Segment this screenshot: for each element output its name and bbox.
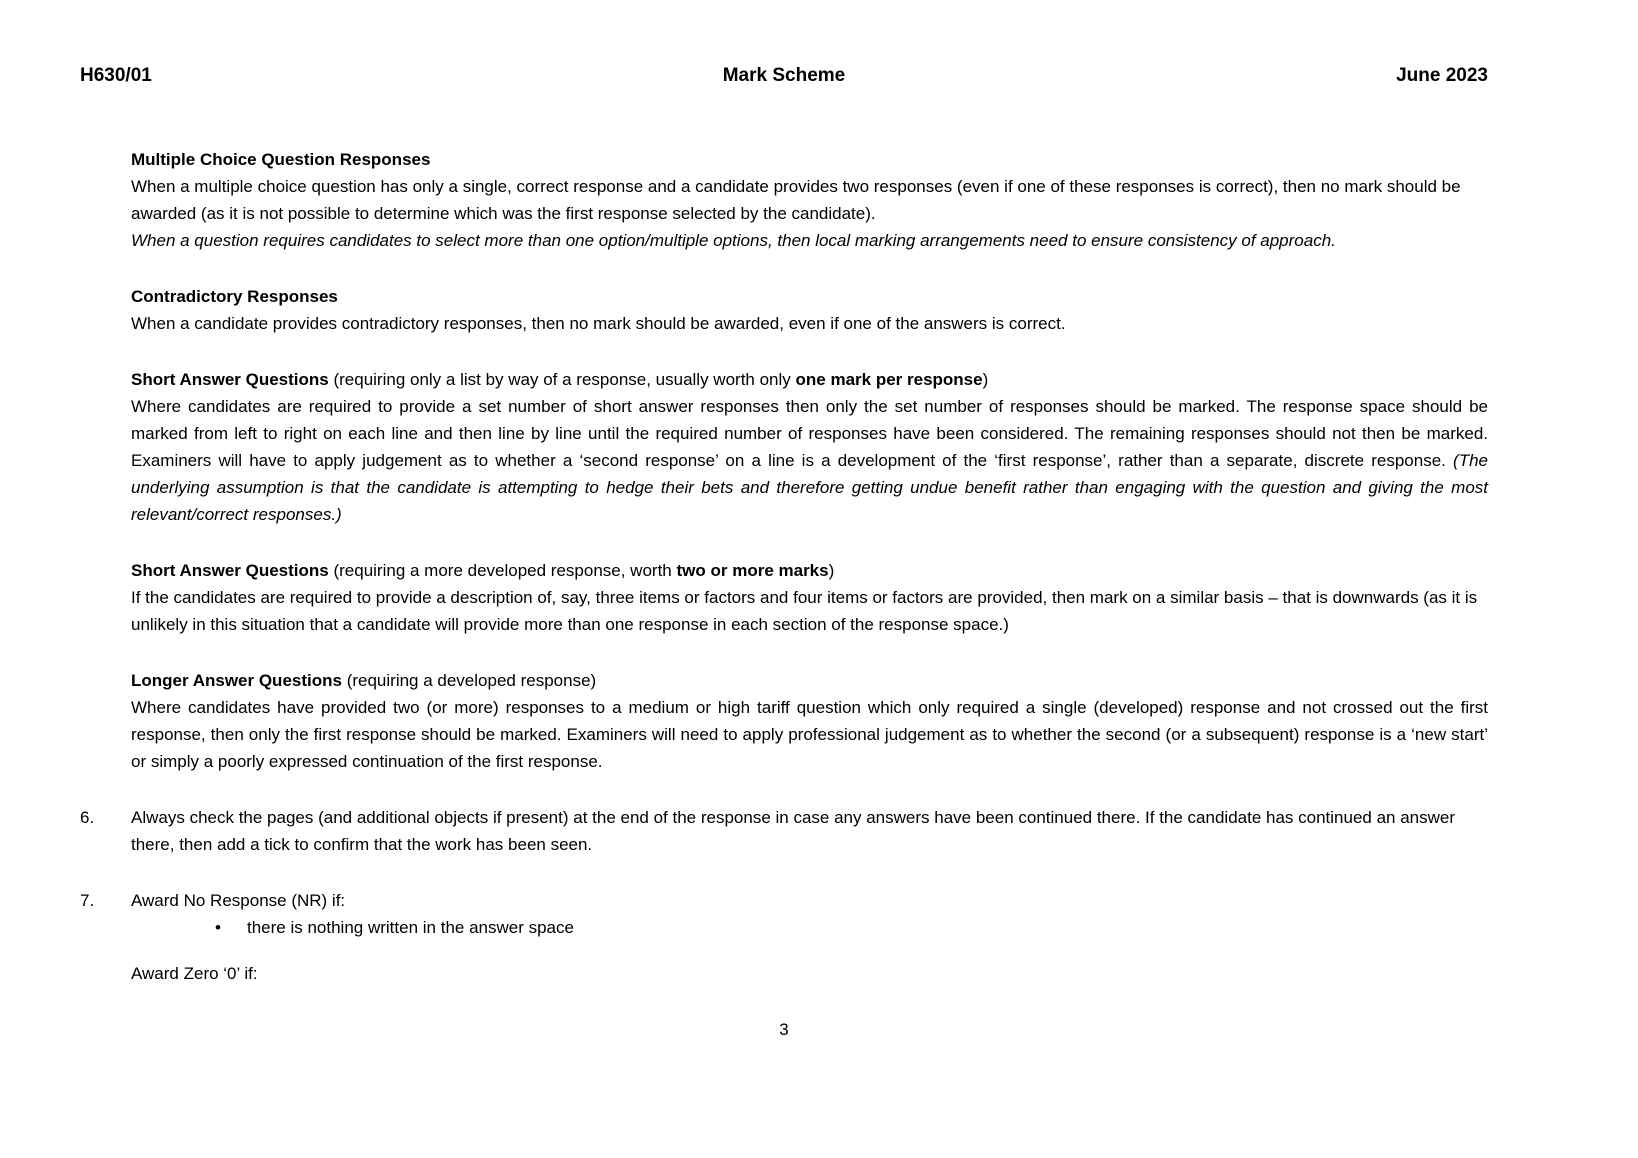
text-run: there is nothing written in the answer space: [247, 918, 574, 937]
section-heading: [131, 557, 1488, 584]
page-header: [0, 0, 1638, 88]
text-run: When a multiple choice question has only a single, correct response and a candidate provides two responses (even if one of these responses is correct), then no mark should be awarded (as it is not possible to determine which was the first response selected by the candidate).: [131, 177, 1461, 223]
text-run: Short Answer Questions: [131, 561, 329, 580]
paragraph: [131, 393, 1488, 528]
text-run: Contradictory Responses: [131, 287, 338, 306]
text-run: (The underlying assumption is that the candidate is attempting to hedge their bets and therefore getting undue benefit rather than engaging with the question and giving the most relevant/correct responses.): [131, 451, 1488, 524]
text-run: When a candidate provides contradictory responses, then no mark should be awarded, even if one of the answers is correct.: [131, 314, 1066, 333]
document-title: Mark Scheme: [722, 65, 846, 86]
text-run: ): [982, 370, 989, 389]
text-run: When a question requires candidates to select more than one option/multiple options, then local marking arrangements need to ensure consistency of approach.: [131, 231, 1336, 250]
paragraph: [131, 584, 1488, 638]
section-contradictory: [80, 283, 1488, 337]
text-run: Where candidates have provided two (or more) responses to a medium or high tariff question which only required a single (developed) response and not crossed out the first response, then only the first response should be marked. Examiners will need to apply professional judgement as to whether the second (or a subsequent) response is a ‘new start’ or simply a poorly expressed continuation of the first response.: [131, 698, 1488, 771]
list-number: 7.: [80, 891, 95, 910]
item-check-end-pages: [80, 804, 1488, 858]
text-run: Always check the pages (and additional objects if present) at the end of the response in case any answers have been continued there. If the candidate has continued an answer there, then add a tick to confirm that the work has been seen.: [131, 808, 1456, 854]
section-heading: [131, 146, 1488, 173]
bullet-text: [247, 918, 574, 937]
text-run: (requiring a more developed response, worth: [328, 561, 677, 580]
item-award-no-response: [80, 887, 1488, 987]
paragraph: [131, 694, 1488, 775]
text-run: (requiring only a list by way of a response, usually worth only: [328, 370, 796, 389]
document-code: H630/01: [80, 65, 152, 86]
text-run: Where candidates are required to provide a set number of short answer responses then only the set number of responses should be marked. The response space should be marked from left to right on each line and then line by line until the required number of responses have been considered. The remaining responses should not then be marked. Examiners will have to apply judgement as to whether a ‘second response’ on a line is a development of the ‘first response’, rather than a separate, discrete response.: [131, 397, 1488, 470]
list-number: 6.: [80, 808, 95, 827]
bullet-list-item: [131, 914, 1488, 941]
bullet-icon: •: [215, 918, 221, 937]
section-heading: [131, 667, 1488, 694]
text-run: one mark per response: [795, 370, 983, 389]
text-run: (requiring a developed response): [341, 671, 597, 690]
text-run: two or more marks: [676, 561, 829, 580]
section-longer-answer: [80, 667, 1488, 775]
text-run: ): [828, 561, 835, 580]
section-short-answer-list: [80, 366, 1488, 528]
section-heading: [131, 283, 1488, 310]
text-run: Award Zero ‘0’ if:: [131, 964, 258, 983]
paragraph: [131, 227, 1488, 254]
page-number: 3: [779, 1020, 789, 1039]
text-run: Longer Answer Questions: [131, 671, 342, 690]
section-multiple-choice: [80, 146, 1488, 254]
paragraph: [131, 310, 1488, 337]
paragraph: [131, 173, 1488, 227]
text-run: Short Answer Questions: [131, 370, 329, 389]
document-date: June 2023: [1396, 65, 1488, 86]
text-run: Award No Response (NR) if:: [131, 891, 346, 910]
paragraph: [131, 887, 1488, 914]
text-run: Multiple Choice Question Responses: [131, 150, 431, 169]
paragraph: [131, 804, 1488, 858]
section-heading: [131, 366, 1488, 393]
text-run: If the candidates are required to provide a description of, say, three items or factors and four items or factors are provided, then mark on a similar basis – that is downwards (as it is unlikely in this situation that a candidate will provide more than one response in each section of the response space.): [131, 588, 1478, 634]
section-short-answer-developed: [80, 557, 1488, 638]
paragraph: [131, 960, 1488, 987]
document-body: [0, 88, 1638, 987]
